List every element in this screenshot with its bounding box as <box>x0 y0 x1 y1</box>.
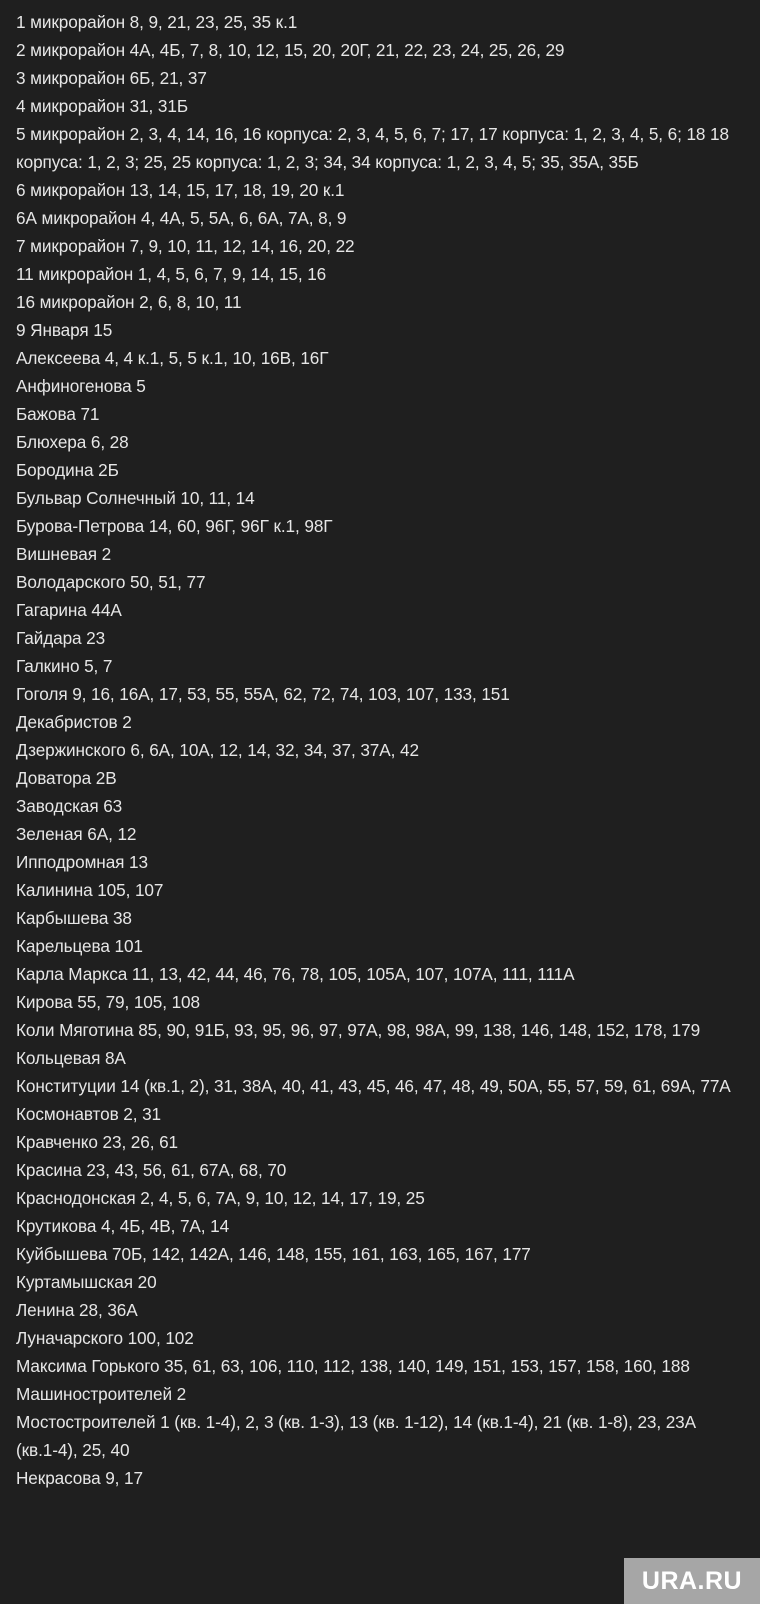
address-line: Карельцева 101 <box>16 936 143 956</box>
watermark-text: URA.RU <box>641 1566 743 1595</box>
address-line: Кравченко 23, 26, 61 <box>16 1132 178 1152</box>
address-line: Мостостроителей 1 (кв. 1-4), 2, 3 (кв. 1-3), 13 (кв. 1-12), 14 (кв.1-4), 21 (кв. 1-8), 23, 23А (кв.1-4), 25, 40 <box>16 1412 697 1460</box>
address-line: 16 микрорайон 2, 6, 8, 10, 11 <box>16 292 242 312</box>
address-line: Бурова-Петрова 14, 60, 96Г, 96Г к.1, 98Г <box>16 516 333 536</box>
address-line: Вишневая 2 <box>16 544 112 564</box>
address-line: 6 микрорайон 13, 14, 15, 17, 18, 19, 20 к.1 <box>16 180 345 200</box>
address-line: Алексеева 4, 4 к.1, 5, 5 к.1, 10, 16В, 16Г <box>16 348 329 368</box>
address-line: Карла Маркса 11, 13, 42, 44, 46, 76, 78, 105, 105А, 107, 107А, 111, 111А <box>16 964 575 984</box>
address-line: 5 микрорайон 2, 3, 4, 14, 16, 16 корпуса: 2, 3, 4, 5, 6, 7; 17, 17 корпуса: 1, 2, 3, 4, 5, 6; 18 18 корпуса: 1, 2, 3; 25, 25 корпуса: 1, 2, 3; 34, 34 корпуса: 1, 2, 3, 4, 5; 35, 35А, 35Б <box>16 124 729 172</box>
address-line: Ленина 28, 36А <box>16 1300 138 1320</box>
address-line: Декабристов 2 <box>16 712 132 732</box>
address-line: Космонавтов 2, 31 <box>16 1104 162 1124</box>
address-line: Блюхера 6, 28 <box>16 432 129 452</box>
address-line: Галкино 5, 7 <box>16 656 113 676</box>
address-line: Бульвар Солнечный 10, 11, 14 <box>16 488 255 508</box>
address-line: 6А микрорайон 4, 4А, 5, 5А, 6, 6А, 7А, 8, 9 <box>16 208 347 228</box>
address-line: Куртамышская 20 <box>16 1272 157 1292</box>
address-line: 9 Января 15 <box>16 320 113 340</box>
address-line: Коли Мяготина 85, 90, 91Б, 93, 95, 96, 97, 97А, 98, 98А, 99, 138, 146, 148, 152, 178, 179 <box>16 1020 701 1040</box>
address-line: Гоголя 9, 16, 16А, 17, 53, 55, 55А, 62, 72, 74, 103, 107, 133, 151 <box>16 684 510 704</box>
address-line: 3 микрорайон 6Б, 21, 37 <box>16 68 207 88</box>
address-line: Гагарина 44А <box>16 600 122 620</box>
address-line: Дзержинского 6, 6А, 10А, 12, 14, 32, 34, 37, 37А, 42 <box>16 740 419 760</box>
address-line: Кирова 55, 79, 105, 108 <box>16 992 200 1012</box>
address-line: Кольцевая 8А <box>16 1048 126 1068</box>
address-line: Володарского 50, 51, 77 <box>16 572 206 592</box>
address-line: Бажова 71 <box>16 404 100 424</box>
address-line: 4 микрорайон 31, 31Б <box>16 96 188 116</box>
address-line: Доватора 2В <box>16 768 117 788</box>
address-line: Краснодонская 2, 4, 5, 6, 7А, 9, 10, 12, 14, 17, 19, 25 <box>16 1188 425 1208</box>
address-line: Бородина 2Б <box>16 460 119 480</box>
address-line: Некрасова 9, 17 <box>16 1468 143 1488</box>
address-line: Анфиногенова 5 <box>16 376 146 396</box>
address-line: Гайдара 23 <box>16 628 106 648</box>
address-line: 2 микрорайон 4А, 4Б, 7, 8, 10, 12, 15, 20, 20Г, 21, 22, 23, 24, 25, 26, 29 <box>16 40 565 60</box>
address-line: Ипподромная 13 <box>16 852 148 872</box>
address-line: Максима Горького 35, 61, 63, 106, 110, 112, 138, 140, 149, 151, 153, 157, 158, 160, 188 <box>16 1356 690 1376</box>
address-line: Куйбышева 70Б, 142, 142А, 146, 148, 155, 161, 163, 165, 167, 177 <box>16 1244 531 1264</box>
address-line: Машиностроителей 2 <box>16 1384 187 1404</box>
address-line: Красина 23, 43, 56, 61, 67А, 68, 70 <box>16 1160 287 1180</box>
address-line: Зеленая 6А, 12 <box>16 824 137 844</box>
address-line: Заводская 63 <box>16 796 123 816</box>
address-line: 1 микрорайон 8, 9, 21, 23, 25, 35 к.1 <box>16 12 298 32</box>
address-line: Калинина 105, 107 <box>16 880 164 900</box>
address-line: 11 микрорайон 1, 4, 5, 6, 7, 9, 14, 15, 16 <box>16 264 327 284</box>
address-line: Луначарского 100, 102 <box>16 1328 194 1348</box>
watermark-logo <box>624 1558 760 1604</box>
address-list <box>16 8 736 1492</box>
address-line: 7 микрорайон 7, 9, 10, 11, 12, 14, 16, 20, 22 <box>16 236 355 256</box>
address-line: Карбышева 38 <box>16 908 132 928</box>
address-line: Крутикова 4, 4Б, 4В, 7А, 14 <box>16 1216 230 1236</box>
address-line: Конституции 14 (кв.1, 2), 31, 38А, 40, 41, 43, 45, 46, 47, 48, 49, 50А, 55, 57, 59, 61, 69А, 77А <box>16 1076 731 1096</box>
